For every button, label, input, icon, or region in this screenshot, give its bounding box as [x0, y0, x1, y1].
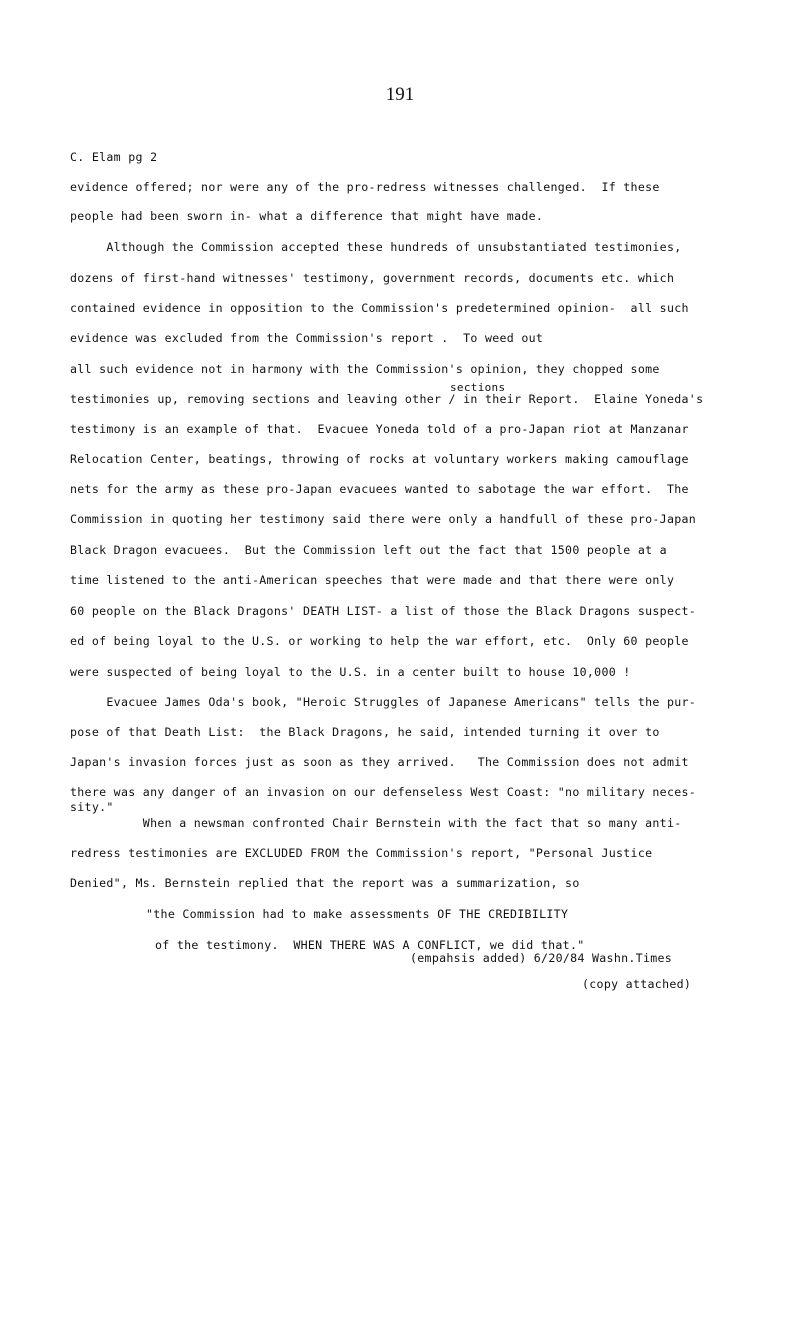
text-line: pose of that Death List: the Black Dragons, he said, intended turning it over to [70, 725, 660, 739]
text-line: people had been sworn in- what a difference that might have made. [70, 209, 544, 223]
document-header: C. Elam pg 2 [70, 150, 158, 164]
text-line: contained evidence in opposition to the Commission's predetermined opinion- all such [70, 301, 689, 315]
quote-line: "the Commission had to make assessments OF THE CREDIBILITY [146, 907, 569, 921]
text-line: dozens of first-hand witnesses' testimony, government records, documents etc. which [70, 271, 675, 285]
text-line: ed of being loyal to the U.S. or working to help the war effort, etc. Only 60 people [70, 634, 689, 648]
text-line: nets for the army as these pro-Japan evacuees wanted to sabotage the war effort. The [70, 482, 689, 496]
text-line: Evacuee James Oda's book, "Heroic Struggles of Japanese Americans" tells the pur- [70, 695, 697, 709]
text-line: sity." [70, 800, 114, 814]
text-line: Commission in quoting her testimony said there were only a handfull of these pro-Japan [70, 512, 697, 526]
text-line: 60 people on the Black Dragons' DEATH LIST- a list of those the Black Dragons suspect- [70, 604, 697, 618]
text-line: were suspected of being loyal to the U.S. in a center built to house 10,000 ! [70, 665, 631, 679]
quote-line: of the testimony. WHEN THERE WAS A CONFLICT, we did that." [155, 938, 585, 952]
insertion-note: sections [450, 381, 506, 394]
text-line: evidence offered; nor were any of the pro-redress witnesses challenged. If these [70, 180, 660, 194]
text-line: testimonies up, removing sections and leaving other / in their Report. Elaine Yoneda's [70, 392, 704, 406]
text-line: Relocation Center, beatings, throwing of rocks at voluntary workers making camouflage [70, 452, 689, 466]
text-line: When a newsman confronted Chair Bernstein with the fact that so many anti- [70, 816, 682, 830]
text-line: Japan's invasion forces just as soon as they arrived. The Commission does not admit [70, 755, 689, 769]
page-number: 191 [385, 84, 415, 105]
text-line: Although the Commission accepted these hundreds of unsubstantiated testimonies, [70, 240, 682, 254]
text-line: there was any danger of an invasion on our defenseless West Coast: "no military neces- [70, 785, 697, 799]
text-line: Black Dragon evacuees. But the Commission left out the fact that 1500 people at a [70, 543, 667, 557]
text-line: evidence was excluded from the Commission's report . To weed out [70, 331, 544, 345]
text-line: all such evidence not in harmony with the Commission's opinion, they chopped some [70, 362, 660, 376]
attachment-note: (copy attached) [582, 977, 692, 991]
citation: (empahsis added) 6/20/84 Washn.Times [410, 951, 673, 965]
text-line: time listened to the anti-American speeches that were made and that there were only [70, 573, 675, 587]
text-line: redress testimonies are EXCLUDED FROM the Commission's report, "Personal Justice [70, 846, 653, 860]
text-line: testimony is an example of that. Evacuee Yoneda told of a pro-Japan riot at Manzanar [70, 422, 689, 436]
text-line: Denied", Ms. Bernstein replied that the report was a summarization, so [70, 876, 580, 890]
